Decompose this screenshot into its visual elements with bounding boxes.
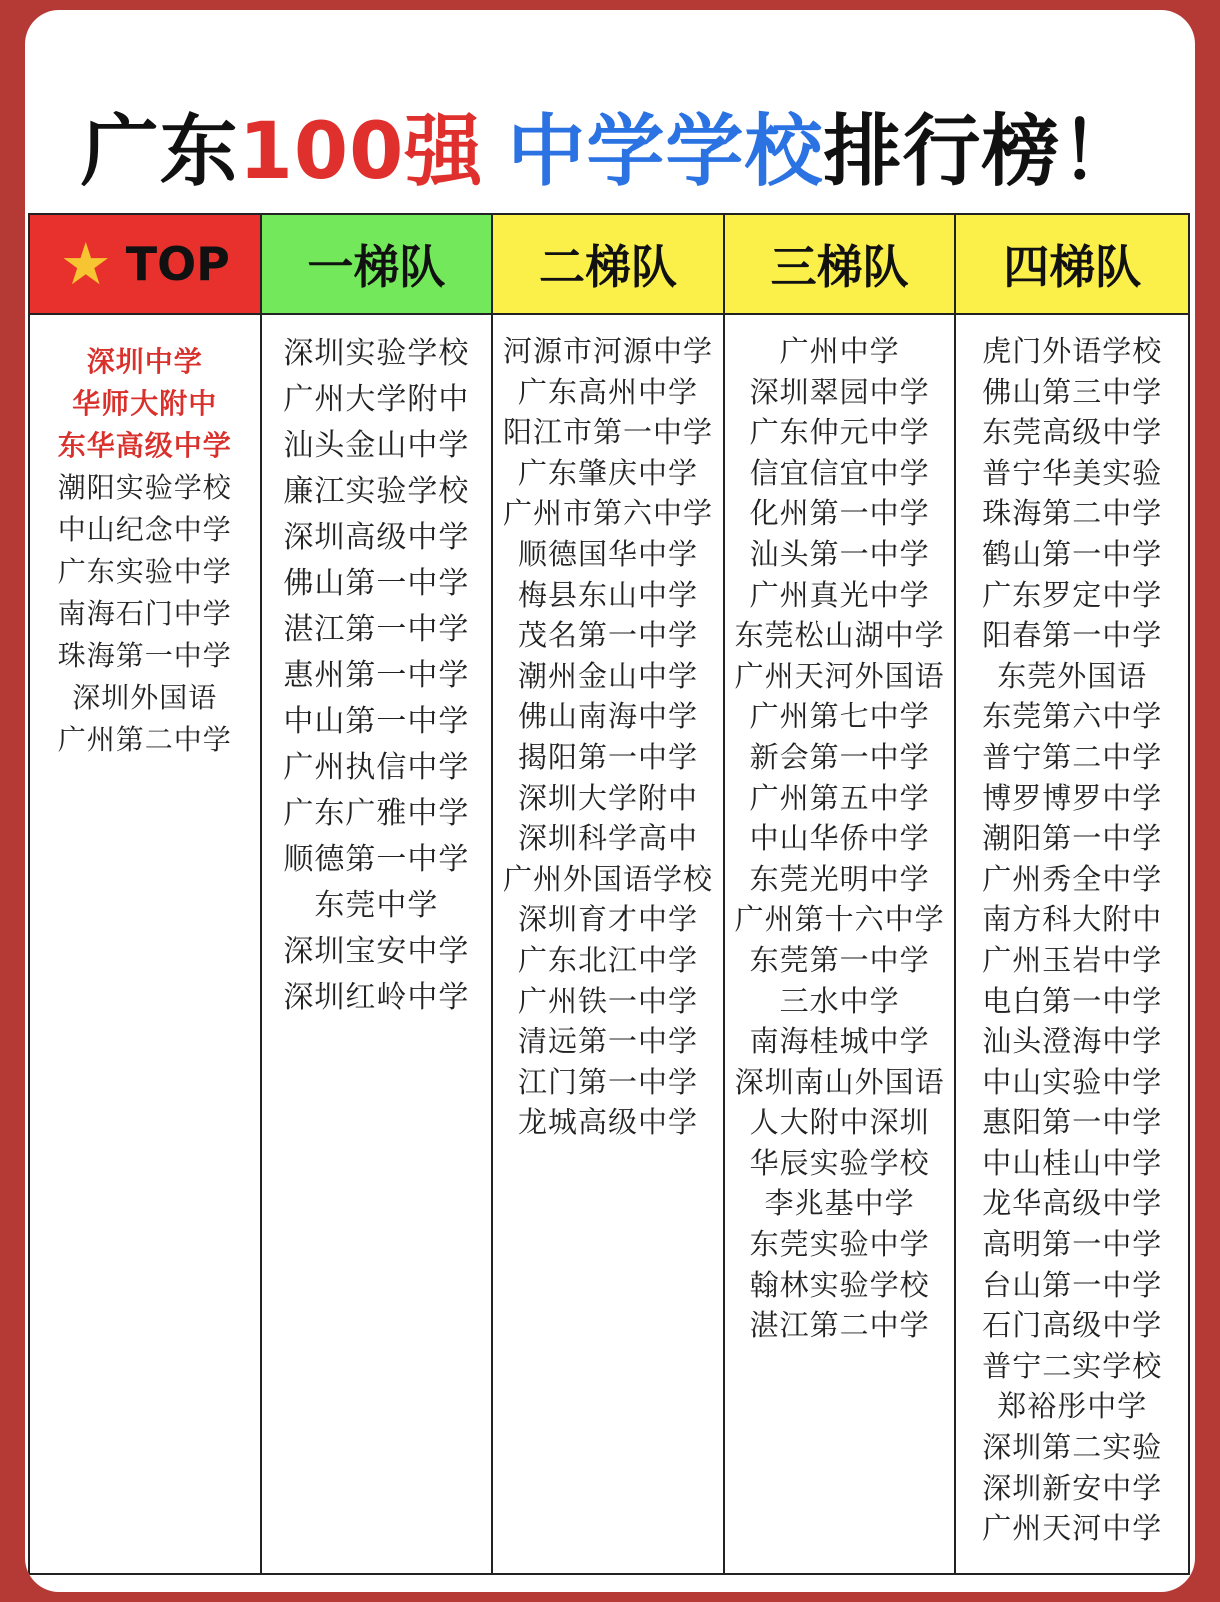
school-item: 东莞高级中学 bbox=[982, 415, 1163, 450]
school-item: 东莞光明中学 bbox=[749, 861, 930, 896]
school-item: 深圳中学 bbox=[86, 345, 203, 378]
header-tier1 bbox=[262, 215, 494, 315]
school-item: 顺德国华中学 bbox=[517, 536, 698, 571]
school-item: 深圳育才中学 bbox=[517, 902, 698, 937]
school-item: 南海石门中学 bbox=[57, 597, 232, 630]
header-top bbox=[30, 215, 262, 315]
title-count: 100强 bbox=[238, 107, 484, 197]
school-item: 河源市河源中学 bbox=[502, 334, 713, 368]
school-item: 江门第一中学 bbox=[517, 1064, 698, 1099]
school-item: 汕头金山中学 bbox=[283, 428, 470, 463]
school-item: 普宁华美实验 bbox=[982, 455, 1163, 490]
title-suffix: 排行榜！ bbox=[823, 107, 1140, 197]
school-item: 珠海第二中学 bbox=[982, 496, 1163, 531]
school-item: 深圳新安中学 bbox=[982, 1470, 1163, 1505]
school-item: 东莞实验中学 bbox=[749, 1227, 930, 1262]
school-item: 电白第一中学 bbox=[982, 983, 1163, 1018]
column-tier3 bbox=[725, 315, 957, 1573]
header-tier4 bbox=[956, 215, 1188, 315]
school-item: 东华高级中学 bbox=[57, 429, 232, 462]
school-item: 新会第一中学 bbox=[749, 739, 930, 774]
title-region: 广东 bbox=[80, 107, 239, 197]
ranking-table bbox=[28, 213, 1190, 1575]
school-item: 三水中学 bbox=[779, 983, 900, 1018]
column-tier4 bbox=[956, 315, 1188, 1573]
school-item: 深圳外国语 bbox=[72, 681, 218, 714]
header-tier4-label: 四梯队 bbox=[1003, 240, 1142, 294]
school-item: 湛江第二中学 bbox=[749, 1308, 930, 1343]
school-item: 深圳科学高中 bbox=[517, 821, 698, 856]
school-item: 石门高级中学 bbox=[982, 1308, 1163, 1343]
school-item: 深圳实验学校 bbox=[283, 336, 470, 371]
header-tier2-label: 二梯队 bbox=[538, 240, 677, 294]
school-item: 惠阳第一中学 bbox=[982, 1105, 1163, 1140]
column-tier2 bbox=[493, 315, 725, 1573]
school-item: 郑裕彤中学 bbox=[997, 1389, 1148, 1424]
school-item: 廉江实验学校 bbox=[283, 474, 470, 509]
school-item: 广东高州中学 bbox=[517, 374, 698, 409]
school-item: 佛山第三中学 bbox=[982, 374, 1163, 409]
school-item: 广东实验中学 bbox=[57, 555, 232, 588]
school-item: 华师大附中 bbox=[72, 387, 218, 420]
school-item: 人大附中深圳 bbox=[749, 1105, 930, 1140]
school-item: 李兆基中学 bbox=[764, 1186, 915, 1221]
column-top bbox=[30, 315, 262, 1573]
school-item: 东莞第一中学 bbox=[749, 942, 930, 977]
school-item: 广州第五中学 bbox=[749, 780, 930, 815]
school-item: 阳江市第一中学 bbox=[502, 415, 713, 450]
school-item: 佛山南海中学 bbox=[517, 699, 698, 734]
school-item: 普宁第二中学 bbox=[982, 739, 1163, 774]
title-subject: 中学学校 bbox=[507, 107, 824, 197]
school-item: 广州秀全中学 bbox=[982, 861, 1163, 896]
school-item: 广州大学附中 bbox=[283, 382, 470, 417]
school-item: 惠州第一中学 bbox=[283, 658, 470, 693]
school-item: 高明第一中学 bbox=[982, 1227, 1163, 1262]
school-item: 清远第一中学 bbox=[517, 1024, 698, 1059]
school-item: 翰林实验学校 bbox=[749, 1267, 930, 1302]
school-item: 珠海第一中学 bbox=[57, 639, 232, 672]
header-top-label: TOP bbox=[125, 237, 230, 291]
header-tier3-label: 三梯队 bbox=[770, 240, 909, 294]
school-item: 佛山第一中学 bbox=[283, 566, 470, 601]
school-item: 深圳宝安中学 bbox=[283, 934, 470, 969]
school-item: 中山实验中学 bbox=[982, 1064, 1163, 1099]
school-item: 南海桂城中学 bbox=[749, 1024, 930, 1059]
school-item: 龙华高级中学 bbox=[982, 1186, 1163, 1221]
school-item: 广东罗定中学 bbox=[982, 577, 1163, 612]
school-item: 虎门外语学校 bbox=[982, 334, 1163, 368]
school-item: 广州铁一中学 bbox=[517, 983, 698, 1018]
school-item: 梅县东山中学 bbox=[517, 577, 698, 612]
school-item: 广州外国语学校 bbox=[502, 861, 713, 896]
school-item: 潮阳实验学校 bbox=[57, 471, 232, 504]
school-item: 广州执信中学 bbox=[283, 750, 470, 785]
school-item: 广州第十六中学 bbox=[734, 902, 945, 937]
header-tier1-label: 一梯队 bbox=[307, 240, 446, 294]
school-item: 深圳南山外国语 bbox=[734, 1064, 945, 1099]
school-item: 深圳第二实验 bbox=[982, 1430, 1163, 1465]
school-item: 华辰实验学校 bbox=[749, 1145, 930, 1180]
school-item: 鹤山第一中学 bbox=[982, 536, 1163, 571]
school-item: 中山华侨中学 bbox=[749, 821, 930, 856]
school-item: 广东北江中学 bbox=[517, 942, 698, 977]
school-item: 龙城高级中学 bbox=[517, 1105, 698, 1140]
school-item: 深圳红岭中学 bbox=[283, 980, 470, 1015]
school-item: 中山桂山中学 bbox=[982, 1145, 1163, 1180]
school-item: 湛江第一中学 bbox=[283, 612, 470, 647]
star-icon: ★ bbox=[59, 230, 112, 298]
school-item: 深圳高级中学 bbox=[283, 520, 470, 555]
school-item: 广东肇庆中学 bbox=[517, 455, 698, 490]
school-item: 汕头澄海中学 bbox=[982, 1024, 1163, 1059]
school-item: 南方科大附中 bbox=[982, 902, 1163, 937]
school-item: 东莞中学 bbox=[314, 888, 439, 923]
school-item: 广州市第六中学 bbox=[502, 496, 713, 531]
school-item: 潮阳第一中学 bbox=[982, 821, 1163, 856]
school-item: 深圳大学附中 bbox=[517, 780, 698, 815]
school-item: 东莞第六中学 bbox=[982, 699, 1163, 734]
page-title bbox=[25, 70, 1195, 220]
school-item: 广东广雅中学 bbox=[283, 796, 470, 831]
school-item: 广东仲元中学 bbox=[749, 415, 930, 450]
school-item: 顺德第一中学 bbox=[283, 842, 470, 877]
school-item: 茂名第一中学 bbox=[517, 618, 698, 653]
school-item: 广州第二中学 bbox=[57, 723, 232, 756]
ranking-card bbox=[25, 10, 1195, 1592]
school-item: 台山第一中学 bbox=[982, 1267, 1163, 1302]
school-item: 广州天河外国语 bbox=[734, 658, 945, 693]
school-item: 广州天河中学 bbox=[982, 1511, 1163, 1546]
school-item: 汕头第一中学 bbox=[749, 536, 930, 571]
column-tier1 bbox=[262, 315, 494, 1573]
school-item: 化州第一中学 bbox=[749, 496, 930, 531]
school-item: 东莞松山湖中学 bbox=[734, 618, 945, 653]
school-item: 广州玉岩中学 bbox=[982, 942, 1163, 977]
school-item: 深圳翠园中学 bbox=[749, 374, 930, 409]
school-item: 中山纪念中学 bbox=[57, 513, 232, 546]
school-item: 博罗博罗中学 bbox=[982, 780, 1163, 815]
school-item: 广州中学 bbox=[779, 334, 900, 368]
school-item: 潮州金山中学 bbox=[517, 658, 698, 693]
school-item: 广州第七中学 bbox=[749, 699, 930, 734]
school-item: 信宜信宜中学 bbox=[749, 455, 930, 490]
header-tier2 bbox=[493, 215, 725, 315]
school-item: 阳春第一中学 bbox=[982, 618, 1163, 653]
school-item: 揭阳第一中学 bbox=[517, 739, 698, 774]
school-item: 广州真光中学 bbox=[749, 577, 930, 612]
school-item: 东莞外国语 bbox=[997, 658, 1148, 693]
header-tier3 bbox=[725, 215, 957, 315]
school-item: 普宁二实学校 bbox=[982, 1348, 1163, 1383]
school-item: 中山第一中学 bbox=[283, 704, 470, 739]
